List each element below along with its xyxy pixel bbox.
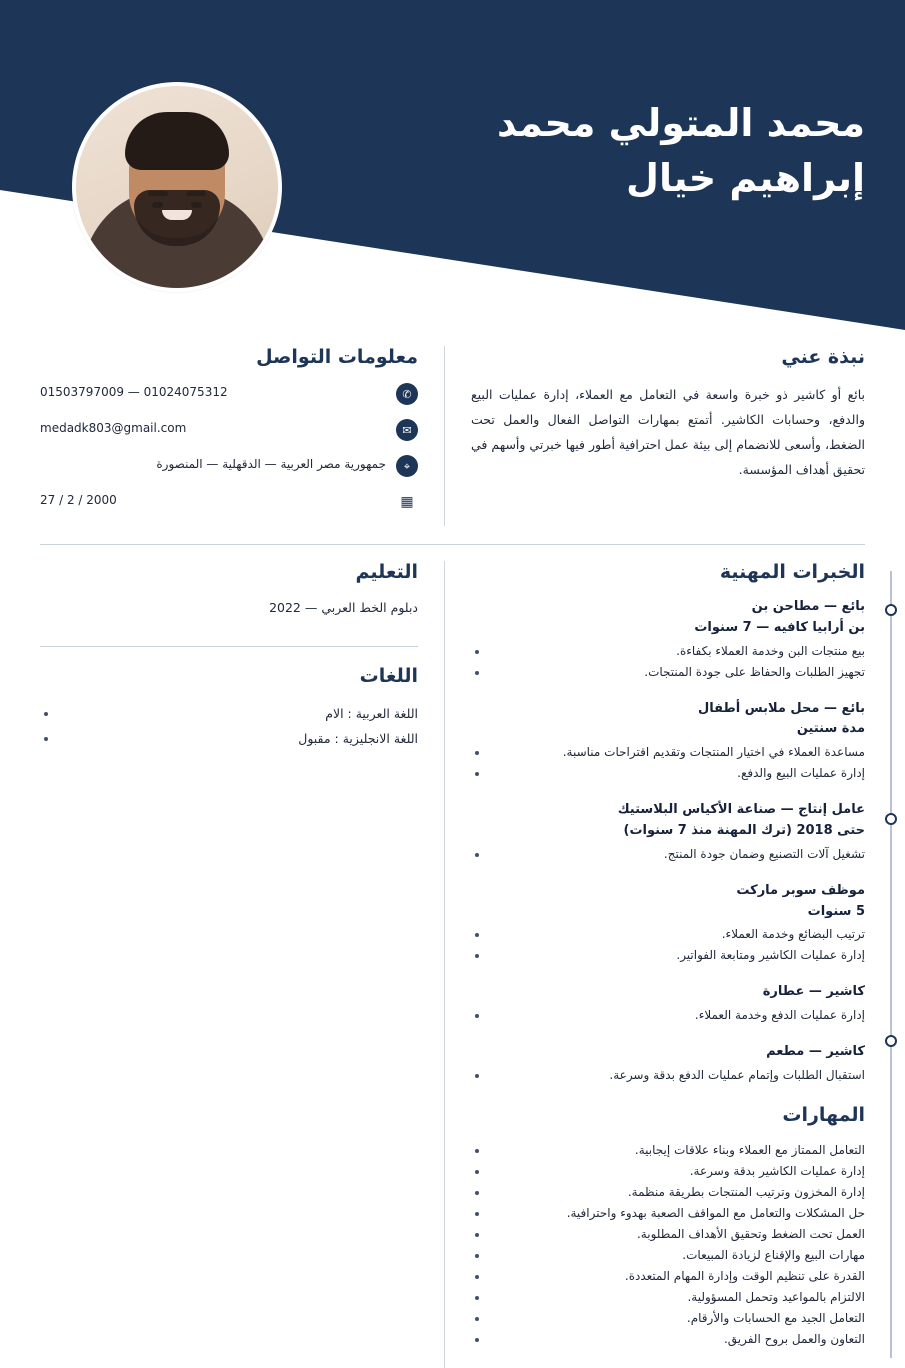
skill-item: الالتزام بالمواعيد وتحمل المسؤولية. — [471, 1287, 865, 1308]
job-bullet: إدارة عمليات البيع والدفع. — [471, 763, 865, 784]
experience-item — [471, 982, 865, 1030]
job-bullet: تشغيل آلات التصنيع وضمان جودة المنتج. — [471, 844, 865, 865]
resume-header — [0, 0, 905, 330]
name-line-1: محمد المتولي محمد — [497, 101, 865, 145]
avatar — [72, 82, 282, 292]
experience-item — [471, 1042, 865, 1090]
skill-item: مهارات البيع والإقناع لزيادة المبيعات. — [471, 1245, 865, 1266]
experience-item — [471, 699, 865, 789]
skill-item: حل المشكلات والتعامل مع المواقف الصعبة بهدوء واحترافية. — [471, 1203, 865, 1224]
experience-item — [471, 800, 865, 869]
job-bullet: تجهيز الطلبات والحفاظ على جودة المنتجات. — [471, 662, 865, 683]
contact-birthdate-text: 27 / 2 / 2000 — [40, 493, 117, 507]
language-item: اللغة الانجليزية : مقبول — [40, 726, 418, 751]
resume-body — [0, 330, 905, 1368]
job-bullet: استقبال الطلبات وإتمام عمليات الدفع بدقة وسرعة. — [471, 1065, 865, 1086]
job-title: كاشير — عطارة — [762, 984, 865, 1000]
skill-item: التعاون والعمل بروح الفريق. — [471, 1329, 865, 1350]
timeline-dot-2 — [885, 813, 897, 825]
timeline-line — [890, 571, 892, 1358]
about-section — [445, 346, 865, 526]
job-title: موظف سوبر ماركت — [736, 882, 865, 898]
email-icon: ✉ — [396, 419, 418, 441]
job-title: عامل إنتاج — صناعة الأكياس البلاستيك — [617, 802, 865, 818]
language-item: اللغة العربية : الام — [40, 701, 418, 726]
contact-phone-text[interactable]: 01503797009 — 01024075312 — [40, 385, 228, 399]
skills-title: المهارات — [782, 1103, 865, 1126]
job-subtitle: 5 سنوات — [807, 903, 865, 919]
job-bullet: إدارة عمليات الكاشير ومتابعة الفواتير. — [471, 945, 865, 966]
contact-location-text: جمهورية مصر العربية — الدقهلية — المنصورة — [156, 457, 386, 471]
education-title: التعليم — [355, 561, 418, 583]
job-subtitle: مدة سنتين — [796, 721, 865, 737]
name-line-2: إبراهيم خيال — [626, 156, 865, 201]
skill-item: القدرة على تنظيم الوقت وإدارة المهام المتعددة. — [471, 1266, 865, 1287]
timeline-dot-1 — [885, 604, 897, 616]
contact-list — [40, 382, 418, 513]
experience-item — [471, 881, 865, 971]
top-row — [40, 346, 865, 526]
job-bullets — [471, 844, 865, 869]
calendar-icon: ▦ — [400, 494, 414, 510]
contact-section — [40, 346, 445, 526]
job-title: بائع — مطاحن بن — [751, 599, 865, 614]
job-bullet: إدارة عمليات الدفع وخدمة العملاء. — [471, 1005, 865, 1026]
job-bullet: مساعدة العملاء في اختيار المنتجات وتقديم اقتراحات مناسبة. — [471, 742, 865, 763]
job-subtitle: حتى 2018 (ترك المهنة منذ 7 سنوات) — [623, 822, 865, 838]
languages-title: اللغات — [359, 664, 418, 687]
job-bullets — [471, 1065, 865, 1090]
contact-email-text[interactable]: medadk803@gmail.com — [40, 421, 187, 435]
page-title — [305, 96, 865, 206]
job-bullet: بيع منتجات البن وخدمة العملاء بكفاءة. — [471, 641, 865, 662]
education-item: دبلوم الخط العربي — 2022 — [269, 600, 418, 615]
timeline-dot-3 — [885, 1035, 897, 1047]
main-row — [40, 561, 865, 1368]
contact-item-email — [40, 418, 418, 441]
job-title: بائع — محل ملابس أطفال — [697, 700, 865, 716]
section-divider-education — [40, 646, 418, 647]
job-title: كاشير — مطعم — [766, 1044, 865, 1060]
job-subtitle: بن أرابيا كافيه — 7 سنوات — [694, 619, 865, 635]
job-bullet: ترتيب البضائع وخدمة العملاء. — [471, 924, 865, 945]
experience-column — [445, 561, 865, 1368]
about-title: نبذة عني — [781, 346, 865, 368]
avatar-hair — [125, 112, 229, 170]
location-icon: ⌖ — [396, 455, 418, 477]
skills-list — [471, 1140, 865, 1368]
experience-item — [471, 597, 865, 687]
experience-title: الخبرات المهنية — [719, 561, 865, 583]
job-bullets — [471, 924, 865, 970]
languages-list — [40, 701, 418, 751]
contact-title: معلومات التواصل — [256, 346, 418, 368]
skill-item: العمل تحت الضغط وتحقيق الأهداف المطلوبة. — [471, 1224, 865, 1245]
phone-icon: ✆ — [396, 383, 418, 405]
job-bullets — [471, 1005, 865, 1030]
contact-item-location — [40, 454, 418, 477]
skills-section — [471, 1104, 865, 1368]
about-text: بائع أو كاشير ذو خبرة واسعة في التعامل مع العملاء، إدارة عمليات البيع والدفع، وحسابات الكاشير. أتمتع بمهارات التواصل الفعال والعمل تحت الضغط، وأسعى للانضمام إلى بيئة عمل احترافية أطور فيها خبرتي وأسهم في تحقيق أهداف المؤسسة. — [471, 387, 865, 477]
job-bullets — [471, 742, 865, 788]
job-bullets — [471, 641, 865, 687]
skill-item: التعامل الممتاز مع العملاء وبناء علاقات إيجابية. — [471, 1140, 865, 1161]
skill-item: التعامل الجيد مع الحسابات والأرقام. — [471, 1308, 865, 1329]
skill-item: إدارة عمليات الكاشير بدقة وسرعة. — [471, 1161, 865, 1182]
education-column — [40, 561, 445, 1368]
section-divider-top — [40, 544, 865, 545]
skill-item: إدارة المخزون وترتيب المنتجات بطريقة منظمة. — [471, 1182, 865, 1203]
contact-item-birthdate — [40, 490, 418, 513]
contact-item-phone — [40, 382, 418, 405]
